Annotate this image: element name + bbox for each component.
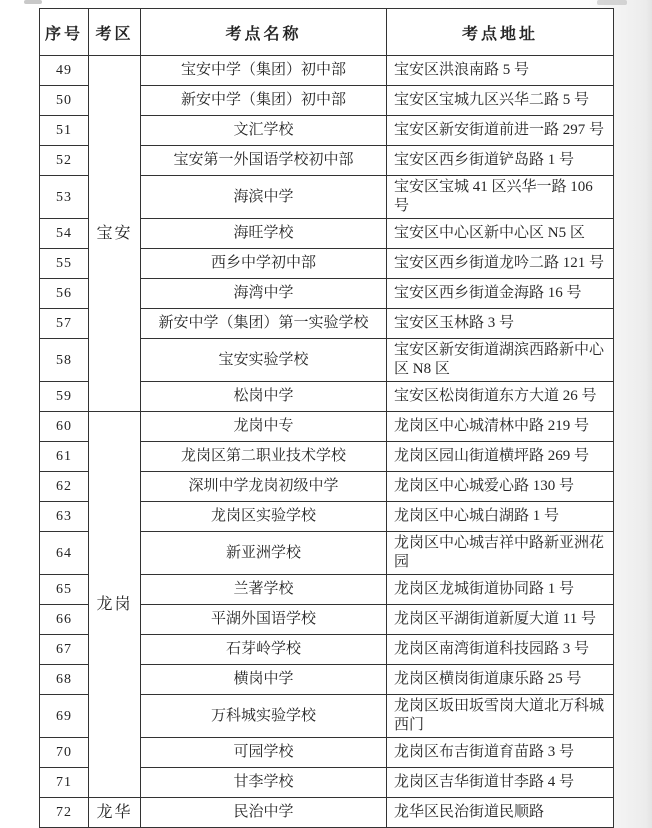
row-number-cell: 56 — [40, 279, 89, 309]
school-name-cell: 文汇学校 — [141, 116, 387, 146]
scan-artifact-top-right — [597, 0, 627, 5]
row-number-cell: 67 — [40, 635, 89, 665]
table-row — [40, 412, 614, 442]
school-name-cell: 海湾中学 — [141, 279, 387, 309]
table-header — [40, 9, 614, 56]
row-number-cell: 53 — [40, 176, 89, 219]
row-number-cell: 55 — [40, 249, 89, 279]
address-cell: 龙岗区中心城爱心路 130 号 — [387, 472, 614, 502]
scan-artifact-top-left — [24, 0, 42, 4]
address-cell: 宝安区西乡街道龙吟二路 121 号 — [387, 249, 614, 279]
address-cell: 龙岗区龙城街道协同路 1 号 — [387, 575, 614, 605]
row-number-cell: 51 — [40, 116, 89, 146]
row-number-cell: 50 — [40, 86, 89, 116]
school-name-cell: 横岗中学 — [141, 665, 387, 695]
district-cell: 龙华 — [89, 798, 141, 828]
district-cell: 宝安 — [89, 56, 141, 412]
address-cell: 龙岗区中心城吉祥中路新亚洲花园 — [387, 532, 614, 575]
school-name-cell: 松岗中学 — [141, 382, 387, 412]
row-number-cell: 70 — [40, 738, 89, 768]
row-number-cell: 63 — [40, 502, 89, 532]
address-cell: 宝安区玉林路 3 号 — [387, 309, 614, 339]
row-number-cell: 64 — [40, 532, 89, 575]
table-body — [40, 56, 614, 828]
school-name-cell: 龙岗中专 — [141, 412, 387, 442]
address-cell: 龙岗区中心城白湖路 1 号 — [387, 502, 614, 532]
address-cell: 宝安区西乡街道金海路 16 号 — [387, 279, 614, 309]
row-number-cell: 59 — [40, 382, 89, 412]
school-name-cell: 龙岗区实验学校 — [141, 502, 387, 532]
school-name-cell: 甘李学校 — [141, 768, 387, 798]
school-name-cell: 新安中学（集团）初中部 — [141, 86, 387, 116]
row-number-cell: 72 — [40, 798, 89, 828]
school-name-cell: 平湖外国语学校 — [141, 605, 387, 635]
address-cell: 宝安区洪浪南路 5 号 — [387, 56, 614, 86]
school-name-cell: 新安中学（集团）第一实验学校 — [141, 309, 387, 339]
header-serial-number: 序号 — [40, 9, 89, 56]
address-cell: 龙岗区平湖街道新厦大道 11 号 — [387, 605, 614, 635]
school-name-cell: 新亚洲学校 — [141, 532, 387, 575]
header-row — [40, 9, 614, 56]
school-name-cell: 西乡中学初中部 — [141, 249, 387, 279]
school-name-cell: 宝安第一外国语学校初中部 — [141, 146, 387, 176]
row-number-cell: 65 — [40, 575, 89, 605]
school-name-cell: 可园学校 — [141, 738, 387, 768]
address-cell: 宝安区松岗街道东方大道 26 号 — [387, 382, 614, 412]
header-site-name: 考点名称 — [141, 9, 387, 56]
address-cell: 龙岗区布吉街道育苗路 3 号 — [387, 738, 614, 768]
address-cell: 龙岗区吉华街道甘李路 4 号 — [387, 768, 614, 798]
address-cell: 宝安区中心区新中心区 N5 区 — [387, 219, 614, 249]
address-cell: 龙华区民治街道民顺路 — [387, 798, 614, 828]
row-number-cell: 58 — [40, 339, 89, 382]
row-number-cell: 68 — [40, 665, 89, 695]
address-cell: 宝安区西乡街道铲岛路 1 号 — [387, 146, 614, 176]
school-name-cell: 海滨中学 — [141, 176, 387, 219]
address-cell: 宝安区宝城 41 区兴华一路 106 号 — [387, 176, 614, 219]
table-row — [40, 798, 614, 828]
row-number-cell: 71 — [40, 768, 89, 798]
school-name-cell: 海旺学校 — [141, 219, 387, 249]
row-number-cell: 69 — [40, 695, 89, 738]
school-name-cell: 龙岗区第二职业技术学校 — [141, 442, 387, 472]
school-name-cell: 兰著学校 — [141, 575, 387, 605]
address-cell: 龙岗区坂田坂雪岗大道北万科城西门 — [387, 695, 614, 738]
row-number-cell: 66 — [40, 605, 89, 635]
header-exam-district: 考区 — [89, 9, 141, 56]
address-cell: 龙岗区中心城清林中路 219 号 — [387, 412, 614, 442]
address-cell: 龙岗区园山街道横坪路 269 号 — [387, 442, 614, 472]
school-name-cell: 民治中学 — [141, 798, 387, 828]
row-number-cell: 57 — [40, 309, 89, 339]
address-cell: 龙岗区南湾街道科技园路 3 号 — [387, 635, 614, 665]
school-name-cell: 深圳中学龙岗初级中学 — [141, 472, 387, 502]
address-cell: 宝安区新安街道湖滨西路新中心区 N8 区 — [387, 339, 614, 382]
header-site-address: 考点地址 — [387, 9, 614, 56]
school-name-cell: 宝安中学（集团）初中部 — [141, 56, 387, 86]
address-cell: 宝安区新安街道前进一路 297 号 — [387, 116, 614, 146]
district-cell: 龙岗 — [89, 412, 141, 798]
exam-site-table — [39, 8, 614, 828]
row-number-cell: 52 — [40, 146, 89, 176]
row-number-cell: 60 — [40, 412, 89, 442]
row-number-cell: 54 — [40, 219, 89, 249]
school-name-cell: 宝安实验学校 — [141, 339, 387, 382]
row-number-cell: 49 — [40, 56, 89, 86]
address-cell: 宝安区宝城九区兴华二路 5 号 — [387, 86, 614, 116]
school-name-cell: 石芽岭学校 — [141, 635, 387, 665]
row-number-cell: 61 — [40, 442, 89, 472]
school-name-cell: 万科城实验学校 — [141, 695, 387, 738]
row-number-cell: 62 — [40, 472, 89, 502]
address-cell: 龙岗区横岗街道康乐路 25 号 — [387, 665, 614, 695]
table-row — [40, 56, 614, 86]
